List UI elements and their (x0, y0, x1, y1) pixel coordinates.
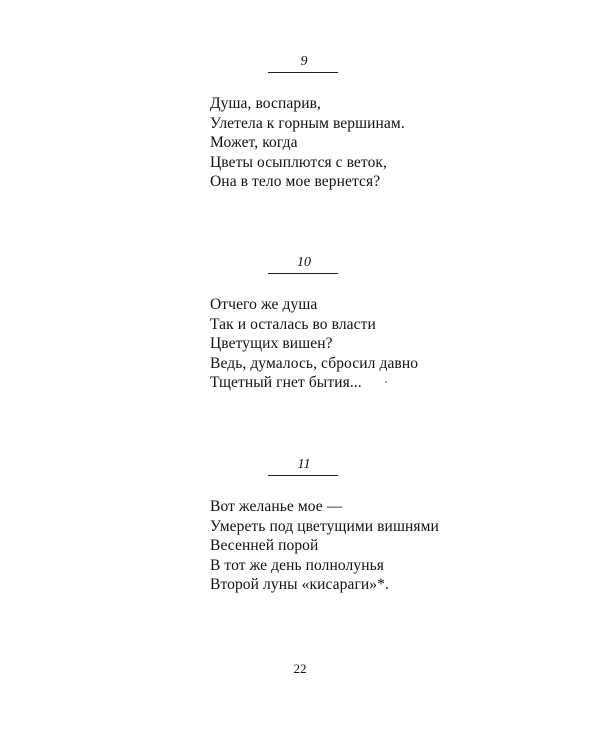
poem-line: Может, когда (210, 134, 298, 151)
scan-speck (385, 381, 387, 383)
poem-line: Душа, воспарив, (210, 95, 322, 112)
poem-line: Отчего же душа (210, 296, 318, 313)
poem-lines (210, 94, 405, 192)
poem-line: Второй луны «кисараги»*. (210, 576, 389, 593)
poem-line: В тот же день полнолунья (210, 556, 385, 574)
poem-line: Вот желанье мое — (210, 498, 343, 515)
poem-line: Цветы осыплются с веток, (210, 153, 388, 171)
poem-line: Умереть под цветущими вишнями (210, 517, 439, 535)
page-number: 22 (293, 661, 307, 676)
poem-divider (268, 273, 338, 274)
poem-line: Так и осталась во власти (210, 315, 376, 333)
poem-lines (210, 295, 418, 393)
poem-line: Она в тело мое вернется? (210, 173, 381, 190)
poem-line: Улетела к горным вершинам. (210, 114, 405, 132)
poem-number: 10 (297, 255, 311, 270)
poem-number: 11 (297, 457, 311, 472)
poem-line: Весенней порой (210, 537, 319, 554)
poem-divider (268, 475, 338, 476)
poem-line: Ведь, думалось, сбросил давно (210, 354, 419, 372)
poem-number: 9 (300, 54, 308, 69)
poem-lines (210, 497, 439, 595)
poem-line: Тщетный гнет бытия... (210, 374, 362, 391)
poem-divider (268, 72, 338, 73)
poem-line: Цветущих вишен? (210, 335, 333, 352)
